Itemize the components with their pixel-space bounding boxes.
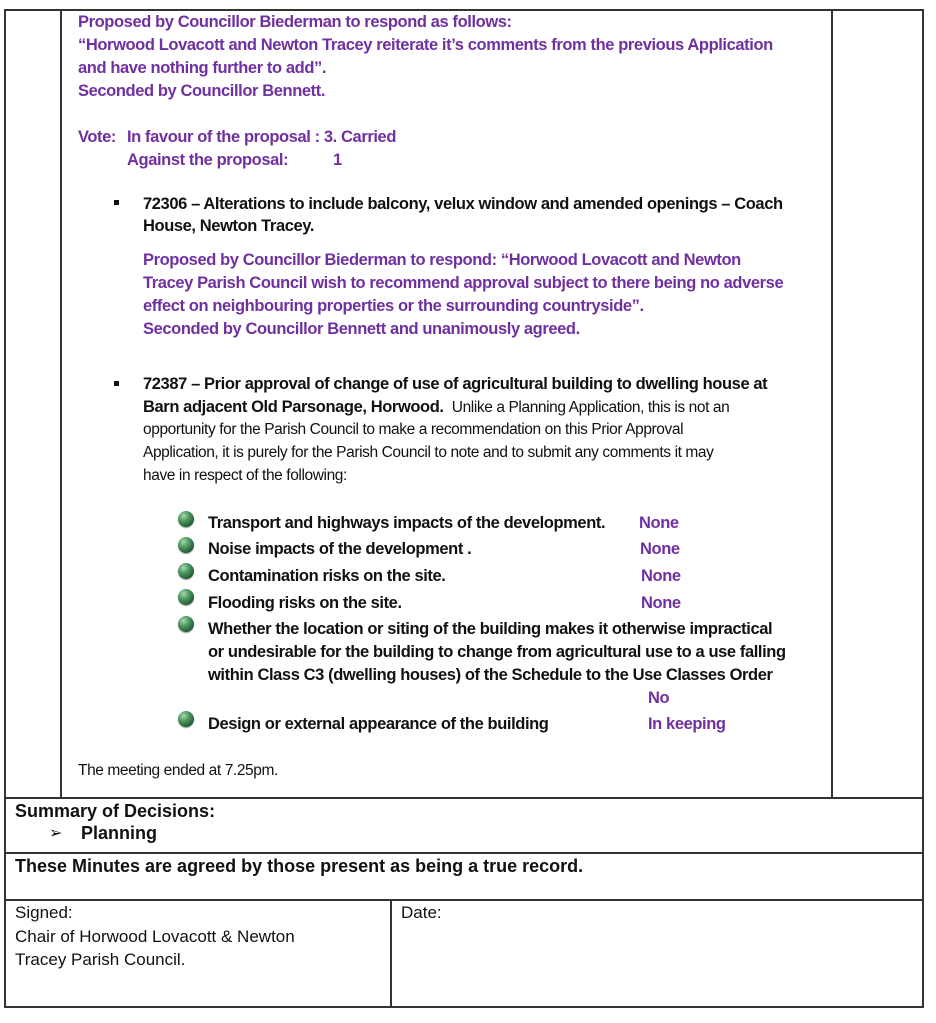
green-ball-bullet-icon: [178, 711, 194, 727]
square-bullet-icon: [114, 381, 119, 386]
green-ball-bullet-icon: [178, 563, 194, 579]
application-heading: 72306 – Alterations to include balcony, velux window and amended openings – Coach: [143, 195, 783, 213]
date-column-divider: [390, 899, 392, 1008]
proposal-line: Proposed by Councillor Biederman to respond as follows:: [78, 13, 512, 31]
vote-label: Vote:: [78, 128, 117, 146]
vote-against-value: 1: [333, 151, 342, 169]
vote-against-label: Against the proposal:: [127, 151, 289, 169]
criterion-label: Contamination risks on the site.: [208, 567, 446, 585]
proposal-line: and have nothing further to add”.: [78, 59, 327, 77]
left-column-divider: [60, 9, 62, 798]
criterion-answer: None: [639, 514, 679, 532]
green-ball-bullet-icon: [178, 511, 194, 527]
summary-divider: [4, 797, 924, 799]
application-heading: 72387 – Prior approval of change of use of agricultural building to dwelling house at: [143, 375, 768, 393]
summary-item: Planning: [81, 823, 157, 843]
application-heading: [143, 398, 729, 417]
application-note: have in respect of the following:: [143, 467, 347, 484]
application-location: Barn adjacent Old Parsonage, Horwood.: [143, 398, 444, 416]
chair-title: Tracey Parish Council.: [15, 950, 186, 969]
application-note: opportunity for the Parish Council to make a recommendation on this Prior Approval: [143, 421, 684, 438]
vote-favour: In favour of the proposal : 3. Carried: [127, 128, 397, 146]
criterion-label: Noise impacts of the development .: [208, 540, 472, 558]
criterion-label: Flooding risks on the site.: [208, 594, 402, 612]
date-label: Date:: [401, 903, 442, 922]
signed-label: Signed:: [15, 903, 73, 922]
criterion-label: Transport and highways impacts of the development.: [208, 514, 606, 532]
proposal-line: Proposed by Councillor Biederman to respond: “Horwood Lovacott and Newton: [143, 251, 741, 269]
seconded-line: Seconded by Councillor Bennett.: [78, 82, 326, 100]
criterion-label: Whether the location or siting of the building makes it otherwise impractical: [208, 620, 773, 638]
criterion-answer: None: [641, 567, 681, 585]
criterion-label: or undesirable for the building to change from agricultural use to a use falling: [208, 643, 786, 661]
square-bullet-icon: [114, 200, 119, 205]
agreement-statement: These Minutes are agreed by those present as being a true record.: [15, 856, 584, 876]
agreement-divider: [4, 852, 924, 854]
arrow-bullet-icon: ➢: [49, 825, 63, 842]
criterion-label: within Class C3 (dwelling houses) of the Schedule to the Use Classes Order: [208, 666, 773, 684]
application-note: Unlike a Planning Application, this is not an: [451, 399, 730, 416]
signature-divider: [4, 899, 924, 901]
application-heading: House, Newton Tracey.: [143, 217, 315, 235]
criterion-label: Design or external appearance of the building: [208, 715, 549, 733]
green-ball-bullet-icon: [178, 616, 194, 632]
green-ball-bullet-icon: [178, 537, 194, 553]
application-note: Application, it is purely for the Parish Council to note and to submit any comments it may: [143, 444, 714, 461]
criterion-answer: No: [648, 689, 670, 707]
meeting-end-note: The meeting ended at 7.25pm.: [78, 762, 278, 779]
criterion-answer: None: [640, 540, 680, 558]
criterion-answer: In keeping: [648, 715, 726, 733]
criterion-answer: None: [641, 594, 681, 612]
summary-title: Summary of Decisions:: [15, 801, 216, 821]
proposal-line: “Horwood Lovacott and Newton Tracey reiterate it’s comments from the previous Application: [78, 36, 773, 54]
right-column-divider: [831, 9, 833, 798]
proposal-line: Tracey Parish Council wish to recommend approval subject to there being no adverse: [143, 274, 784, 292]
proposal-line: effect on neighbouring properties or the surrounding countryside”.: [143, 297, 644, 315]
green-ball-bullet-icon: [178, 589, 194, 605]
seconded-line: Seconded by Councillor Bennett and unanimously agreed.: [143, 320, 580, 338]
chair-title: Chair of Horwood Lovacott & Newton: [15, 927, 295, 946]
